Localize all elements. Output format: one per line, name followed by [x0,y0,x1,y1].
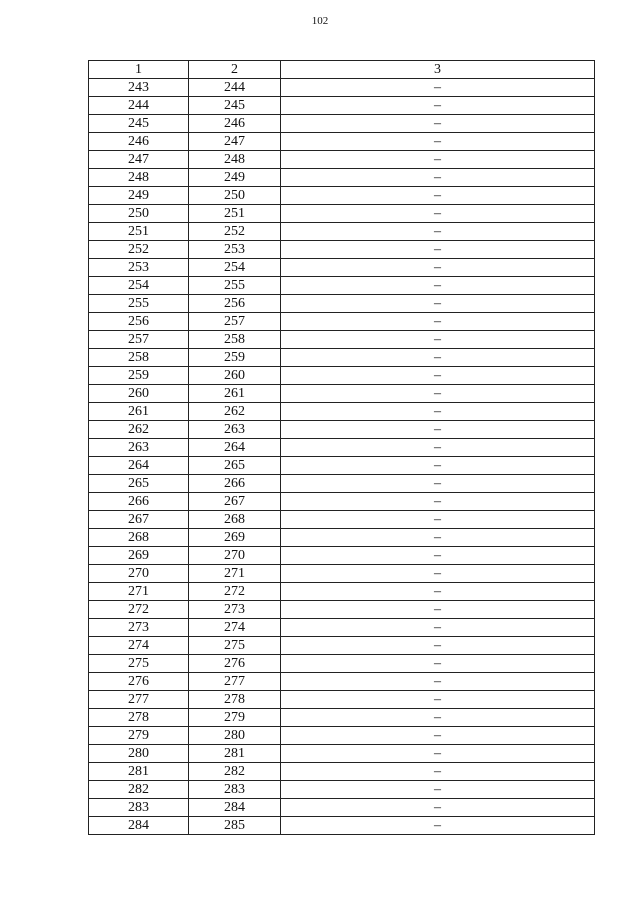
table-row [89,763,595,781]
table-row [89,169,595,187]
table-cell-col-2: 254 [189,259,281,277]
table-cell-col-2: 281 [189,745,281,763]
table-cell-col-2: 282 [189,763,281,781]
table-cell-col-2: 270 [189,547,281,565]
table-cell-col-2: 285 [189,817,281,835]
table-row [89,457,595,475]
table-cell-col-3: – [281,727,595,745]
table-row [89,673,595,691]
table-cell-col-2: 264 [189,439,281,457]
table-cell-col-1: 258 [89,349,189,367]
table-row [89,79,595,97]
table-cell-col-3: – [281,277,595,295]
table-cell-col-2: 246 [189,115,281,133]
table-cell-col-2: 251 [189,205,281,223]
table-header-row [89,61,595,79]
data-table [88,60,595,835]
table-cell-col-2: 273 [189,601,281,619]
table-cell-col-1: 256 [89,313,189,331]
table-row [89,367,595,385]
table-cell-col-1: 247 [89,151,189,169]
table-cell-col-2: 266 [189,475,281,493]
table-cell-col-3: – [281,511,595,529]
table-cell-col-3: – [281,403,595,421]
table-cell-col-1: 277 [89,691,189,709]
table-row [89,205,595,223]
table-cell-col-3: – [281,619,595,637]
table-row [89,421,595,439]
table-cell-col-3: – [281,565,595,583]
table-cell-col-1: 275 [89,655,189,673]
table-cell-col-1: 283 [89,799,189,817]
table-cell-col-2: 268 [189,511,281,529]
table-row [89,97,595,115]
table-cell-col-2: 256 [189,295,281,313]
table-cell-col-2: 283 [189,781,281,799]
table-cell-col-3: – [281,583,595,601]
table-cell-col-1: 268 [89,529,189,547]
table-row [89,331,595,349]
table-row [89,475,595,493]
table-cell-col-2: 247 [189,133,281,151]
table-row [89,349,595,367]
table-row [89,295,595,313]
table-cell-col-3: – [281,187,595,205]
table-cell-col-2: 274 [189,619,281,637]
table-cell-col-2: 262 [189,403,281,421]
table-cell-col-3: – [281,385,595,403]
table-cell-col-2: 278 [189,691,281,709]
table-cell-col-2: 267 [189,493,281,511]
table-cell-col-2: 272 [189,583,281,601]
table-cell-col-1: 270 [89,565,189,583]
table-cell-col-1: 243 [89,79,189,97]
table-cell-col-3: – [281,817,595,835]
table-cell-col-2: 269 [189,529,281,547]
column-header-3: 3 [281,61,595,79]
table-cell-col-3: – [281,421,595,439]
table-cell-col-1: 257 [89,331,189,349]
table-row [89,583,595,601]
table-cell-col-3: – [281,799,595,817]
table-cell-col-2: 253 [189,241,281,259]
table-cell-col-3: – [281,313,595,331]
table-cell-col-2: 284 [189,799,281,817]
table-row [89,655,595,673]
table-cell-col-2: 275 [189,637,281,655]
table-cell-col-1: 272 [89,601,189,619]
table-cell-col-2: 276 [189,655,281,673]
table-row [89,493,595,511]
table-row [89,601,595,619]
table-cell-col-2: 271 [189,565,281,583]
table-cell-col-3: – [281,331,595,349]
table-cell-col-1: 252 [89,241,189,259]
table-row [89,511,595,529]
table-cell-col-1: 271 [89,583,189,601]
table-cell-col-1: 251 [89,223,189,241]
table-row [89,277,595,295]
table-cell-col-1: 260 [89,385,189,403]
table-cell-col-2: 249 [189,169,281,187]
table-row [89,799,595,817]
table-cell-col-1: 269 [89,547,189,565]
table-cell-col-1: 281 [89,763,189,781]
table-cell-col-2: 277 [189,673,281,691]
table-cell-col-3: – [281,205,595,223]
table-cell-col-3: – [281,439,595,457]
table-cell-col-3: – [281,763,595,781]
table-cell-col-2: 245 [189,97,281,115]
table-cell-col-3: – [281,691,595,709]
page-number: 102 [311,15,329,27]
table-cell-col-2: 261 [189,385,281,403]
table-row [89,223,595,241]
table-cell-col-1: 255 [89,295,189,313]
table-cell-col-3: – [281,781,595,799]
table-row [89,745,595,763]
table-cell-col-3: – [281,709,595,727]
table-row [89,403,595,421]
table-cell-col-1: 278 [89,709,189,727]
column-header-1: 1 [89,61,189,79]
table-cell-col-3: – [281,169,595,187]
column-header-2: 2 [189,61,281,79]
table-cell-col-1: 276 [89,673,189,691]
table-cell-col-3: – [281,475,595,493]
table-cell-col-2: 279 [189,709,281,727]
table-body [89,79,595,835]
table-cell-col-3: – [281,673,595,691]
table-cell-col-3: – [281,223,595,241]
table-cell-col-3: – [281,349,595,367]
table-row [89,385,595,403]
table-row [89,259,595,277]
table-cell-col-3: – [281,97,595,115]
table-row [89,439,595,457]
table-cell-col-2: 250 [189,187,281,205]
table-cell-col-1: 263 [89,439,189,457]
table-cell-col-1: 274 [89,637,189,655]
table-row [89,115,595,133]
table-cell-col-2: 263 [189,421,281,439]
table-cell-col-1: 248 [89,169,189,187]
table-row [89,547,595,565]
table-cell-col-1: 284 [89,817,189,835]
table-cell-col-3: – [281,133,595,151]
table-cell-col-1: 254 [89,277,189,295]
table-cell-col-3: – [281,457,595,475]
table-cell-col-2: 260 [189,367,281,385]
table-cell-col-1: 266 [89,493,189,511]
table-cell-col-1: 244 [89,97,189,115]
table-cell-col-2: 280 [189,727,281,745]
table-cell-col-3: – [281,79,595,97]
table-cell-col-1: 273 [89,619,189,637]
table-cell-col-2: 252 [189,223,281,241]
table-cell-col-2: 259 [189,349,281,367]
table-cell-col-2: 258 [189,331,281,349]
table-cell-col-2: 248 [189,151,281,169]
table-cell-col-1: 253 [89,259,189,277]
table-cell-col-3: – [281,493,595,511]
table-cell-col-3: – [281,637,595,655]
table-row [89,781,595,799]
table-cell-col-1: 246 [89,133,189,151]
table-cell-col-1: 282 [89,781,189,799]
table-cell-col-3: – [281,295,595,313]
table-row [89,709,595,727]
table-cell-col-1: 279 [89,727,189,745]
table-cell-col-3: – [281,601,595,619]
table-cell-col-3: – [281,115,595,133]
table-cell-col-1: 264 [89,457,189,475]
table-row [89,313,595,331]
table-cell-col-1: 245 [89,115,189,133]
table-cell-col-3: – [281,745,595,763]
table-row [89,133,595,151]
table-cell-col-3: – [281,367,595,385]
table-row [89,151,595,169]
table-cell-col-3: – [281,151,595,169]
table-cell-col-1: 259 [89,367,189,385]
table-row [89,691,595,709]
table-cell-col-3: – [281,259,595,277]
table-row [89,727,595,745]
table-cell-col-2: 244 [189,79,281,97]
table-cell-col-2: 257 [189,313,281,331]
table-row [89,817,595,835]
table-row [89,565,595,583]
table-cell-col-2: 255 [189,277,281,295]
table-cell-col-1: 280 [89,745,189,763]
table-row [89,529,595,547]
table-cell-col-1: 262 [89,421,189,439]
table-cell-col-2: 265 [189,457,281,475]
table-cell-col-3: – [281,655,595,673]
table-cell-col-1: 265 [89,475,189,493]
table-cell-col-1: 267 [89,511,189,529]
table-cell-col-1: 250 [89,205,189,223]
table-cell-col-3: – [281,547,595,565]
table-row [89,619,595,637]
table-row [89,187,595,205]
table-cell-col-1: 249 [89,187,189,205]
table-row [89,241,595,259]
table-cell-col-3: – [281,241,595,259]
table-cell-col-3: – [281,529,595,547]
table-cell-col-1: 261 [89,403,189,421]
table-row [89,637,595,655]
